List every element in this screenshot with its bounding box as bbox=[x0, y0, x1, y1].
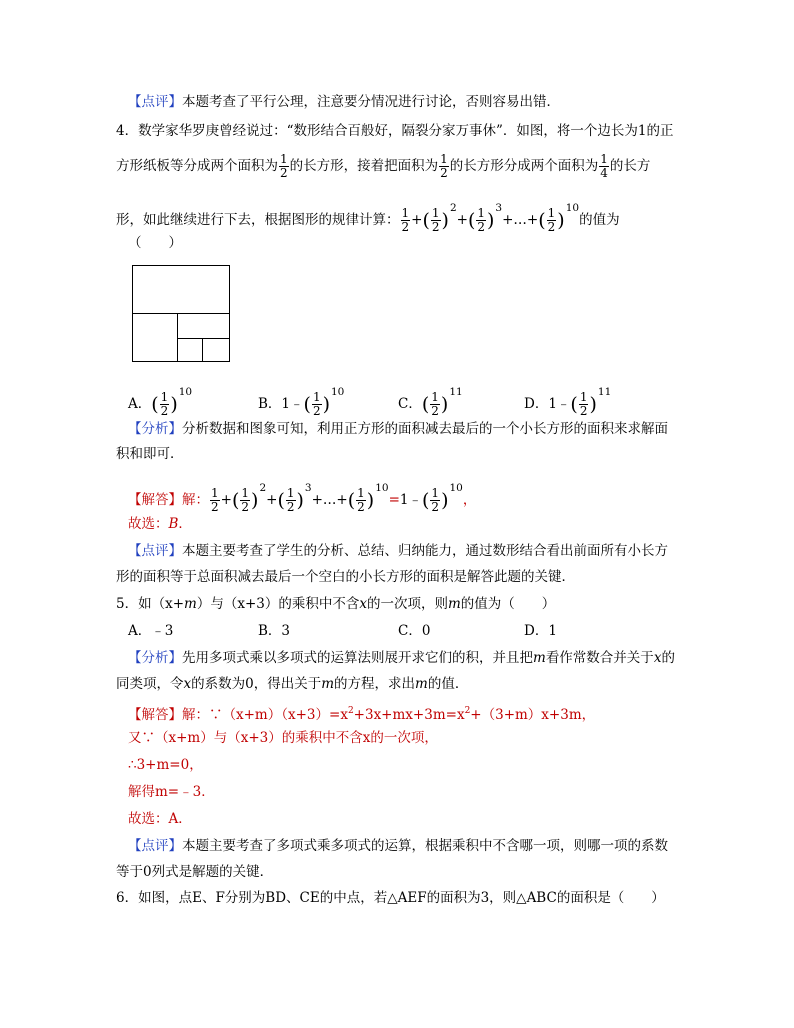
option-a[interactable]: A．﹣3 bbox=[128, 623, 174, 639]
q4-answer-line: 【解答】解： $\frac{1}{2}$ +( $\frac{1}{2}$ )$^2$+( $\frac{1}{2}$ )$^3$+…+( $\frac{1}{2}$ )$^{10}$=1﹣( $\frac{1}{2}$ )$^{10}$， bbox=[128, 482, 477, 514]
q4-stem-line-3: 形，如此继续进行下去，根据图形的规律计算： $\frac{1}{2}$ +( $\frac{1}{2}$ )$^2$+( $\frac{1}{2}$ )$^3$+…+( $\frac{1}{2}$ )$^{10}$的值为 bbox=[116, 202, 620, 234]
option-c[interactable]: C．( $\frac{1}{2}$ )$^{11}$ bbox=[398, 386, 463, 418]
q5-answer-line-2: 又∵（x+m）与（x+3）的乘积中不含x的一次项， bbox=[128, 730, 438, 746]
q4-text: 的长方形分成两个面积为 bbox=[449, 158, 599, 174]
q4-analysis-line-2: 积和即可． bbox=[116, 446, 184, 462]
q4-text: 形，如此继续进行下去，根据图形的规律计算： bbox=[116, 212, 400, 228]
q5-answer-line-4: 解得m=﹣3． bbox=[128, 784, 215, 800]
answer-tag: 【解答】 bbox=[128, 707, 182, 723]
q5-analysis-line-1: 【分析】先用多项式乘以多项式的运算法则展开求它们的积，并且把m看作常数合并关于x的 bbox=[128, 650, 675, 666]
analysis-tag: 【分析】 bbox=[128, 421, 182, 437]
q5-choice: 故选：A． bbox=[128, 811, 192, 827]
comment-tag: 【点评】 bbox=[128, 543, 182, 559]
q4-text: 的长方 bbox=[609, 158, 651, 174]
fraction-half: $\frac{1}{2}$ bbox=[440, 152, 448, 180]
comment-text: 本题考查了平行公理，注意要分情况进行讨论，否则容易出错． bbox=[182, 94, 560, 110]
option-b[interactable]: B．1﹣( $\frac{1}{2}$ )$^{10}$ bbox=[258, 386, 345, 418]
comment-tag: 【点评】 bbox=[128, 94, 182, 110]
q4-analysis-line-1: 【分析】分析数据和图象可知，利用正方形的面积减去最后的一个小长方形的面积来求解面 bbox=[128, 421, 668, 437]
fraction-quarter: $\frac{1}{4}$ bbox=[600, 152, 608, 180]
option-a[interactable]: A．( $\frac{1}{2}$ )$^{10}$ bbox=[128, 386, 193, 418]
q4-stem-line-1: 4．数学家华罗庚曾经说过：“数形结合百般好，隔裂分家万事休”．如图，将一个边长为1的正 bbox=[116, 123, 674, 139]
analysis-tag: 【分析】 bbox=[128, 650, 182, 666]
q5-answer-line-1: 【解答】解：$\because(x+m)(x+3)=x^2+3x+mx+3m=x^2+(3+m)x+3m$， bbox=[128, 706, 596, 723]
option-c[interactable]: C．0 bbox=[398, 623, 431, 639]
q4-text: 的长方形，接着把面积为 bbox=[289, 158, 439, 174]
comment-line-q3 bbox=[128, 92, 560, 112]
q5-options bbox=[0, 621, 794, 643]
fraction-half: $\frac{1}{2}$ bbox=[280, 152, 288, 180]
q4-stem-line-2 bbox=[116, 150, 650, 182]
option-b[interactable]: B．3 bbox=[258, 623, 291, 639]
option-d[interactable]: D．1 bbox=[524, 623, 557, 639]
q4-choice: 故选：B． bbox=[128, 516, 192, 532]
q4-options bbox=[0, 376, 794, 418]
q4-text: 方形纸板等分成两个面积为 bbox=[116, 158, 278, 174]
q5-comment-line-1: 【点评】本题主要考查了多项式乘多项式的运算，根据乘积中不含哪一项，则哪一项的系数 bbox=[128, 838, 668, 854]
q6-stem: 6．如图，点E、F分别为BD、CE的中点，若△AEF的面积为3，则△ABC的面积是（ ） bbox=[116, 890, 665, 906]
comment-tag: 【点评】 bbox=[128, 838, 182, 854]
q5-answer-line-3: ∴3+m=0， bbox=[128, 757, 203, 773]
q4-comment-line-2: 形的面积等于总面积减去最后一个空白的小长方形的面积是解答此题的关键． bbox=[116, 569, 575, 585]
q5-stem: 5．如（x+m）与（x+3）的乘积中不含x的一次项，则m的值为（ ） bbox=[116, 596, 556, 612]
q4-square-figure bbox=[132, 265, 232, 363]
q5-analysis-line-2: 同类项，令x的系数为0，得出关于m的方程，求出m的值． bbox=[116, 676, 469, 692]
q4-bracket: （ ） bbox=[128, 235, 182, 251]
q4-comment-line-1: 【点评】本题主要考查了学生的分析、总结、归纳能力，通过数形结合看出前面所有小长方 bbox=[128, 543, 668, 559]
fraction-half: $\frac{1}{2}$ bbox=[401, 206, 410, 234]
q4-text: 的值为 bbox=[579, 212, 620, 228]
answer-tag: 【解答】 bbox=[128, 492, 182, 508]
option-d[interactable]: D．1﹣( $\frac{1}{2}$ )$^{11}$ bbox=[524, 386, 612, 418]
q5-comment-line-2: 等于0列式是解题的关键． bbox=[116, 864, 274, 880]
